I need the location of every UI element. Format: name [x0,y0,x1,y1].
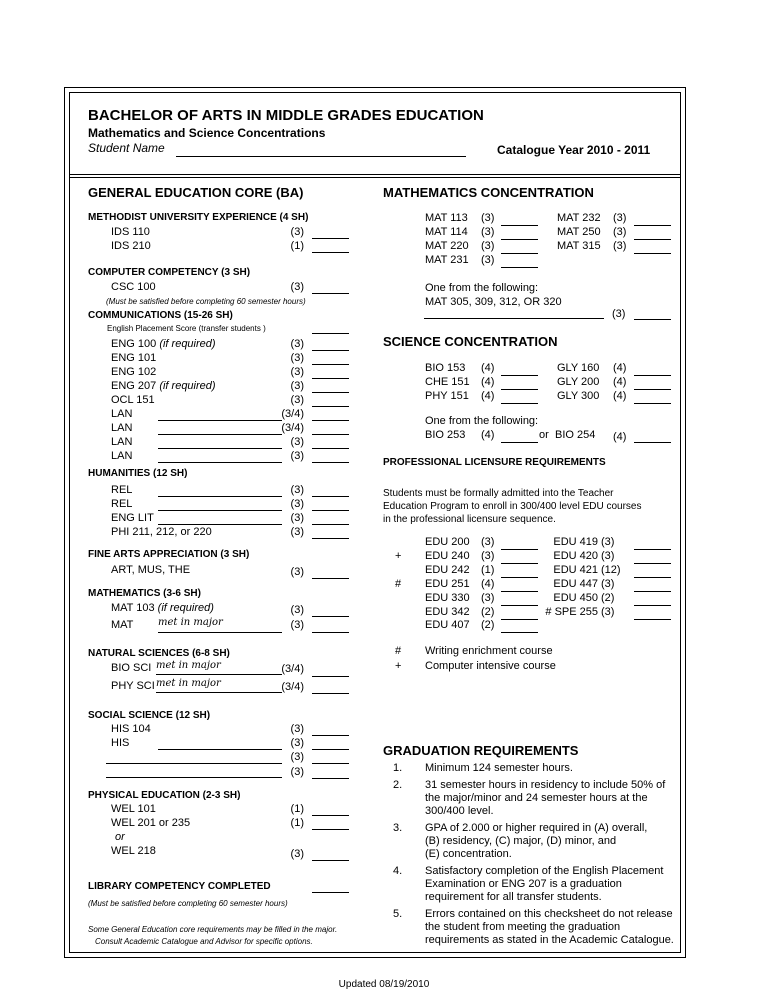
grade-blank[interactable] [501,605,538,606]
course-blank[interactable] [158,524,282,525]
hours-value: (3/4) [281,408,304,420]
grade-blank[interactable] [634,563,671,564]
grade-blank[interactable] [312,860,349,861]
grade-blank[interactable] [312,238,349,239]
grade-blank[interactable] [312,763,349,764]
course-code: EDU 200 [425,536,470,548]
list-number: 3. [393,822,403,834]
hours-value: (1) [481,564,495,576]
hours-value: (3) [481,254,495,266]
hours-value: (1) [290,240,304,252]
grade-blank[interactable] [312,406,349,407]
hours-value: (3) [613,212,627,224]
course-code: LAN [111,450,133,462]
list-number: 1. [393,762,403,774]
hours-value: (4) [613,390,627,402]
hours-value: (3) [290,281,304,293]
course-code: HIS [111,737,130,749]
hours-value: (3) [290,604,304,616]
grade-blank[interactable] [501,632,538,633]
course-code: MAT 232 [557,212,601,224]
section-heading: COMPUTER COMPETENCY (3 SH) [88,267,251,278]
legend-mark: + [395,660,402,672]
grade-blank[interactable] [501,549,538,550]
header-divider [69,174,680,175]
course-code: BIO SCI [111,662,152,674]
course-code: PHY 151 [425,390,469,402]
course-code: GLY 200 [557,376,600,388]
grade-blank[interactable] [312,616,349,617]
course-code: CSC 100 [111,281,156,293]
legend-mark: # [395,645,402,657]
note-text: (Must be satisfied before completing 60 semester hours) [88,899,288,908]
updated-date: Updated 08/19/2010 [338,979,430,990]
course-blank[interactable] [158,420,282,421]
requirement-text: requirements as stated in the Academic Catalogue. [425,934,674,946]
course-code: HIS 104 [111,723,151,735]
hours-value: (3/4) [281,681,304,693]
student-name-field[interactable] [176,156,466,157]
hours-value: (3) [290,394,304,406]
grade-blank[interactable] [312,538,349,539]
gen-ed-heading: GENERAL EDUCATION CORE (BA) [88,185,304,200]
footnote: Some General Education core requirements may be filled in the major. [88,925,338,934]
hours-value: (3) [290,737,304,749]
grade-blank[interactable] [312,578,349,579]
requirement-text: 300/400 level. [425,805,494,817]
list-number: 2. [393,779,403,791]
requirement-text: the major/minor and 24 semester hours at the [425,792,648,804]
grade-blank[interactable] [501,591,538,592]
course-code: ENG 100 (if required) [111,338,216,350]
hours-value: (3) [290,436,304,448]
course-code: BIO 254 [555,429,596,441]
header-divider-2 [69,177,680,178]
legend-text: Writing enrichment course [425,645,553,657]
grade-blank[interactable] [312,364,349,365]
grade-blank[interactable] [634,319,671,320]
grade-blank[interactable] [501,577,538,578]
hours-value: (2) [481,606,495,618]
hours-value: (3) [601,578,615,590]
requirement-text: the student from meeting the graduation [425,921,621,933]
list-number: 5. [393,908,403,920]
grade-blank[interactable] [634,403,671,404]
course-code: MAT [111,619,134,631]
hours-value: (3) [290,380,304,392]
course-code: WEL 218 [111,845,156,857]
course-code: REL [111,484,133,496]
instruction-text: One from the following: [425,282,539,294]
course-code: EDU 251 [425,578,470,590]
course-code: ENG 102 [111,366,157,378]
grade-blank[interactable] [634,549,671,550]
section-heading: SOCIAL SCIENCE (12 SH) [88,710,211,721]
grade-blank[interactable] [312,892,349,893]
course-code: LAN [111,436,133,448]
hours-value: (3) [290,751,304,763]
course-blank[interactable] [158,510,282,511]
grade-blank[interactable] [312,693,349,694]
grade-blank[interactable] [312,676,349,677]
course-code: EDU 330 [425,592,470,604]
handwritten-note: met in major [156,660,221,671]
course-code: REL [111,498,133,510]
hours-value: (3) [601,550,615,562]
grade-blank[interactable] [312,392,349,393]
hours-value: (12) [601,564,621,576]
course-code: # SPE 255 [545,606,598,618]
grade-blank[interactable] [312,448,349,449]
course-code: EDU 407 [425,619,470,631]
section-heading: PHYSICAL EDUCATION (2-3 SH) [88,790,241,801]
requirement-text: Errors contained on this checksheet do not release [425,908,673,920]
handwritten-note: met in major [156,678,221,689]
course-code: EDU 419 [553,536,598,548]
requirement-text: GPA of 2.000 or higher required in (A) overall, [425,822,648,834]
course-code: BIO 253 [425,429,466,441]
course-code: PHY SCI [111,680,155,692]
course-code: PHI 211, 212, or 220 [111,526,212,538]
hours-value: (3) [290,526,304,538]
course-code: EDU 421 [553,564,598,576]
hours-value: (3) [481,592,495,604]
grade-blank[interactable] [501,375,538,376]
course-blank[interactable] [106,777,282,778]
course-code: IDS 210 [111,240,151,252]
hours-value: (3) [290,352,304,364]
hours-value: (3) [290,848,304,860]
course-code: GLY 160 [557,362,600,374]
course-mark: # [395,578,402,590]
catalogue-year: Catalogue Year 2010 - 2011 [497,143,651,157]
grade-blank[interactable] [634,591,671,592]
grade-blank[interactable] [312,735,349,736]
hours-value: (3) [290,512,304,524]
hours-value: (3) [613,240,627,252]
course-code: IDS 110 [111,226,150,238]
grade-blank[interactable] [312,293,349,294]
or-text: or [115,831,125,843]
hours-value: (3) [290,766,304,778]
grade-blank[interactable] [501,403,538,404]
section-heading: LIBRARY COMPETENCY COMPLETED [88,881,271,892]
grade-blank[interactable] [312,434,349,435]
requirement-text: (B) residency, (C) major, (D) minor, and [425,835,617,847]
course-code: MAT 113 [425,212,468,224]
grade-blank[interactable] [312,829,349,830]
hours-value: (3) [290,566,304,578]
course-code: EDU 240 [425,550,470,562]
hours-value: (4) [481,390,495,402]
grade-blank[interactable] [501,619,538,620]
student-name-label: Student Name [88,141,165,155]
note-text: in the professional licensure sequence. [383,514,556,525]
course-code: LAN [111,408,133,420]
hours-value: (3) [612,308,626,320]
course-code: ENG LIT [111,512,154,524]
hours-value: (3/4) [281,422,304,434]
placement-blank[interactable] [312,333,349,334]
hours-value: (3) [481,212,495,224]
course-options: MAT 305, 309, 312, OR 320 [425,296,562,308]
hours-value: (3) [290,226,304,238]
hours-value: (3) [481,226,495,238]
hours-value: (4) [613,431,627,443]
grad-heading: GRADUATION REQUIREMENTS [383,743,579,758]
grade-blank[interactable] [312,420,349,421]
hours-value: (3) [481,550,495,562]
course-blank[interactable] [158,448,282,449]
or-text: or [539,429,549,441]
course-code: EDU 420 [553,550,598,562]
grade-blank[interactable] [312,815,349,816]
grade-blank[interactable] [312,510,349,511]
course-code: MAT 220 [425,240,469,252]
grade-blank[interactable] [501,442,538,443]
course-blank[interactable] [158,462,282,463]
grade-blank[interactable] [312,350,349,351]
grade-blank[interactable] [634,577,671,578]
hours-value: (3) [290,450,304,462]
grade-blank[interactable] [634,389,671,390]
grade-blank[interactable] [312,524,349,525]
hours-value: (4) [481,429,495,441]
grade-blank[interactable] [501,389,538,390]
prof-heading: PROFESSIONAL LICENSURE REQUIREMENTS [383,457,606,468]
hours-value: (3) [601,536,615,548]
grade-blank[interactable] [312,632,349,633]
course-blank[interactable] [158,632,282,633]
note-text: (Must be satisfied before completing 60 semester hours) [106,297,306,306]
grade-blank[interactable] [312,378,349,379]
course-code: BIO 153 [425,362,466,374]
grade-blank[interactable] [501,225,538,226]
section-heading: METHODIST UNIVERSITY EXPERIENCE (4 SH) [88,212,309,223]
note-text: Students must be formally admitted into the Teacher [383,488,614,499]
grade-blank[interactable] [312,496,349,497]
course-code: MAT 103 (if required) [111,602,214,614]
hours-value: (3) [613,226,627,238]
grade-blank[interactable] [312,778,349,779]
hours-value: (4) [481,362,495,374]
handwritten-note: met in major [158,617,223,628]
grade-blank[interactable] [634,605,671,606]
section-heading: COMMUNICATIONS (15-26 SH) [88,310,233,321]
hours-value: (4) [613,376,627,388]
placement-label: English Placement Score (transfer students ) [107,324,266,333]
instruction-text: One from the following: [425,415,539,427]
hours-value: (3) [290,723,304,735]
course-code: MAT 250 [557,226,601,238]
section-heading: HUMANITIES (12 SH) [88,468,188,479]
course-code: ART, MUS, THE [111,564,191,576]
grade-blank[interactable] [634,619,671,620]
grade-blank[interactable] [501,253,538,254]
requirement-text: Minimum 124 semester hours. [425,762,573,774]
course-blank[interactable] [158,496,282,497]
course-code: GLY 300 [557,390,600,402]
course-code: CHE 151 [425,376,470,388]
hours-value: (3) [481,536,495,548]
requirement-text: Satisfactory completion of the English Placement [425,865,664,877]
hours-value: (3) [290,498,304,510]
course-blank[interactable] [424,318,604,319]
legend-text: Computer intensive course [425,660,556,672]
hours-value: (3) [601,606,615,618]
course-code: EDU 450 [553,592,598,604]
course-mark: + [395,550,402,562]
grade-blank[interactable] [634,239,671,240]
hours-value: (2) [481,619,495,631]
page-subtitle: Mathematics and Science Concentrations [88,126,326,140]
sci-conc-heading: SCIENCE CONCENTRATION [383,334,558,349]
course-code: MAT 114 [425,226,468,238]
grade-blank[interactable] [501,267,538,268]
section-heading: FINE ARTS APPRECIATION (3 SH) [88,549,250,560]
hours-value: (1) [290,817,304,829]
course-code: WEL 201 or 235 [111,817,191,829]
requirement-text: 31 semester hours in residency to include 50% of [425,779,666,791]
hours-value: (3) [481,240,495,252]
course-code: EDU 342 [425,606,470,618]
note-text: Education Program to enroll in 300/400 level EDU courses [383,501,642,512]
course-code: ENG 207 (if required) [111,380,216,392]
grade-blank[interactable] [634,225,671,226]
footnote: Consult Academic Catalogue and Advisor for specific options. [95,937,313,946]
hours-value: (3) [290,619,304,631]
requirement-text: Examination or ENG 207 is a graduation [425,878,622,890]
grade-blank[interactable] [634,253,671,254]
course-code: OCL 151 [111,394,155,406]
section-heading: NATURAL SCIENCES (6-8 SH) [88,648,230,659]
course-code: LAN [111,422,133,434]
course-code: ENG 101 [111,352,157,364]
course-code: EDU 242 [425,564,470,576]
hours-value: (1) [290,803,304,815]
grade-blank[interactable] [312,749,349,750]
requirement-text: requirement for all transfer students. [425,891,602,903]
hours-value: (3) [290,484,304,496]
course-code: MAT 231 [425,254,469,266]
hours-value: (4) [481,376,495,388]
course-blank[interactable] [158,749,282,750]
hours-value: (4) [481,578,495,590]
hours-value: (2) [601,592,615,604]
hours-value: (4) [613,362,627,374]
section-heading: MATHEMATICS (3-6 SH) [88,588,201,599]
grade-blank[interactable] [501,563,538,564]
grade-blank[interactable] [634,375,671,376]
hours-value: (3/4) [281,663,304,675]
hours-value: (3) [290,366,304,378]
list-number: 4. [393,865,403,877]
grade-blank[interactable] [312,252,349,253]
requirement-text: (E) concentration. [425,848,512,860]
page-title: BACHELOR OF ARTS IN MIDDLE GRADES EDUCATION [88,107,484,124]
grade-blank[interactable] [501,239,538,240]
grade-blank[interactable] [634,442,671,443]
course-code: MAT 315 [557,240,601,252]
grade-blank[interactable] [312,462,349,463]
course-blank[interactable] [106,763,282,764]
hours-value: (3) [290,338,304,350]
course-code: EDU 447 [553,578,598,590]
math-conc-heading: MATHEMATICS CONCENTRATION [383,185,594,200]
course-code: WEL 101 [111,803,156,815]
course-blank[interactable] [158,434,282,435]
